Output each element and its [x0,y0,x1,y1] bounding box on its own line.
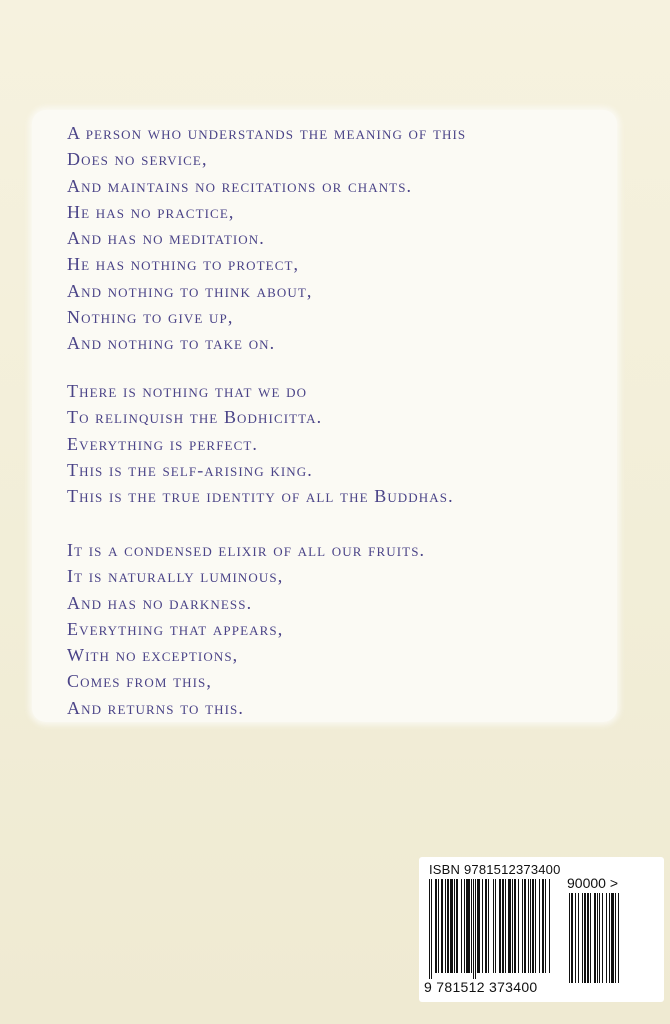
barcode-bar [615,893,616,983]
isbn-label: ISBN 9781512373400 [429,862,561,877]
barcode-bar [454,879,455,973]
barcode-bar [575,893,576,983]
verse-line: And nothing to think about, [67,280,313,301]
barcode-bar [530,879,531,973]
barcode-bar [618,893,619,983]
barcode-bar [606,893,607,983]
stanza-2 [67,378,607,509]
verse-line: With no exceptions, [67,645,239,666]
barcode-bar [493,879,494,973]
verse-line: A person who understands the meaning of this [67,123,467,143]
verse-line: It is naturally luminous, [67,566,284,587]
verse-line: Everything that appears, [67,618,284,639]
verse-line: And maintains no recitations or chants. [67,175,413,196]
verse-line: He has nothing to protect, [67,254,300,275]
verse-line: Everything is perfect. [67,433,258,454]
barcode-bar [582,893,583,983]
barcode-bar [431,879,432,979]
barcode-addon-icon [567,893,647,989]
barcode-bar [549,879,550,973]
barcode-bar [445,879,446,973]
barcode-bar [477,879,480,973]
verse-line: He has no practice, [67,201,235,222]
barcode-bar [466,879,470,973]
barcode-bar [461,879,462,973]
verse-line: There is nothing that we do [67,381,308,401]
verse-line: To relinquish the Bodhicitta. [67,407,323,428]
barcode-main-icon [427,879,557,981]
stanza-3 [67,537,607,721]
barcode-bar [499,879,501,973]
barcode-bar [594,893,596,983]
verse-line: And has no darkness. [67,592,253,613]
barcode-bar [539,879,540,973]
stanza-1 [67,120,607,357]
barcode-digits: 9 781512 373400 [424,979,538,995]
barcode-bar [435,879,437,973]
barcode-bar [450,879,453,973]
poem-panel [32,110,617,722]
verse-line: This is the true identity of all the Buddhas. [67,486,454,507]
barcode-bar [502,879,504,973]
barcode-bar [441,879,443,973]
isbn-barcode-label [419,857,664,1002]
barcode-bar [482,879,483,973]
barcode-bar [609,893,610,983]
barcode-bar [429,879,430,979]
barcode-bar [532,879,534,973]
verse-line: This is the self-arising king. [67,459,313,480]
verse-line: Does no service, [67,149,208,170]
barcode-bar [512,879,513,973]
barcode-bar [508,879,511,973]
barcode-bar [602,893,603,983]
barcode-bar [522,879,523,973]
barcode-bar [464,879,465,973]
barcode-bar [471,879,472,973]
barcode-bar [542,879,544,973]
barcode-bar [571,893,573,983]
verse-line: And nothing to take on. [67,333,276,354]
barcode-bar [590,893,591,983]
barcode-bar [584,893,586,983]
barcode-bar [488,879,489,973]
barcode-bar [505,879,506,973]
barcode-bar [545,879,546,973]
barcode-bar [475,879,476,979]
barcode-bar [587,893,589,983]
verse-line: It is a condensed elixir of all our fruits. [67,540,426,560]
barcode-bar [495,879,496,973]
price-code: 90000 > [567,875,618,891]
verse-line: And returns to this. [67,697,244,718]
barcode-bar [528,879,529,973]
barcode-bar [578,893,579,983]
verse-line: And has no meditation. [67,228,265,249]
barcode-bar [473,879,474,979]
barcode-bar [597,893,598,983]
barcode-bar [524,879,526,973]
barcode-bar [518,879,519,973]
verse-line: Nothing to give up, [67,307,234,328]
barcode-bar [447,879,449,973]
barcode-bar [456,879,458,973]
barcode-bar [514,879,516,973]
barcode-bar [485,879,487,973]
barcode-bar [611,893,614,983]
barcode-bar [599,893,600,983]
barcode-bar [535,879,536,973]
barcode-bar [569,893,570,983]
barcode-bar [438,879,439,973]
verse-line: Comes from this, [67,671,212,692]
